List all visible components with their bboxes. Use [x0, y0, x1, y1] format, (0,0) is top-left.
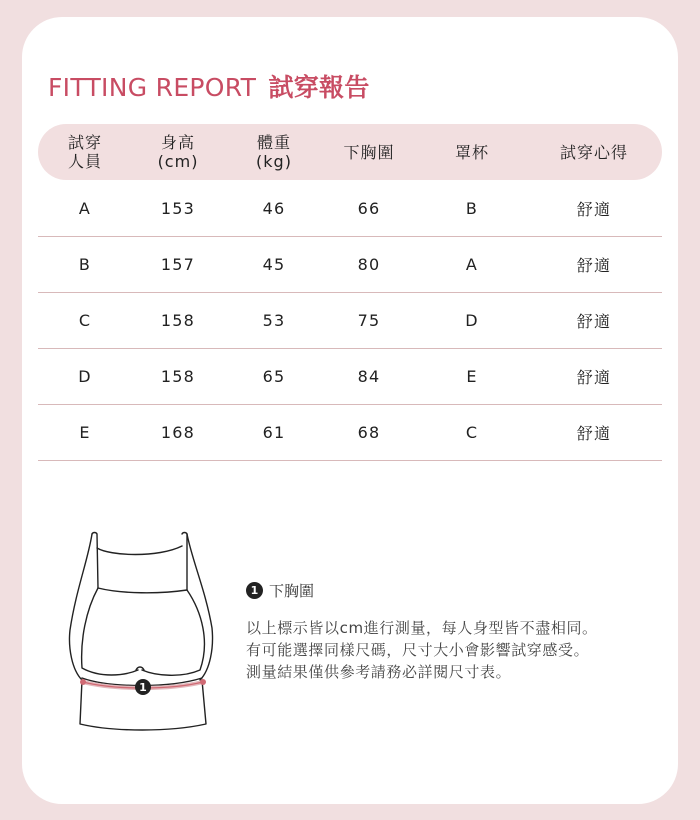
cell-tester: E — [79, 422, 91, 442]
cell-tester: B — [78, 254, 92, 274]
cell-height: 158 — [160, 310, 196, 330]
garment-diagram — [60, 520, 230, 740]
cell-weight: 65 — [262, 366, 286, 386]
table-row — [38, 180, 662, 237]
measure-label: 下胸圍 — [269, 582, 315, 600]
marker-badge: 1 — [246, 582, 263, 599]
cell-cup: B — [465, 198, 479, 218]
cell-tester: D — [78, 366, 92, 386]
table-row — [38, 348, 662, 405]
cell-weight: 61 — [262, 422, 286, 442]
inner-neckline — [97, 546, 182, 555]
cell-cup: A — [465, 254, 479, 274]
note-line: 以上標示皆以cm進行測量，每人身型皆不盡相同。 — [246, 619, 598, 637]
left-side-outline — [70, 534, 93, 680]
column-header-height: 身高 (cm) — [157, 133, 199, 171]
table-row — [38, 236, 662, 293]
cell-feedback: 舒適 — [576, 255, 612, 275]
cell-underbust: 66 — [357, 198, 381, 218]
cell-height: 153 — [160, 198, 196, 218]
right-side-outline — [187, 534, 213, 680]
notes — [246, 617, 598, 683]
cell-tester: A — [78, 198, 92, 218]
title-zh: 試穿報告 — [268, 73, 370, 102]
note-line: 有可能選擇同樣尺碼，尺寸大小會影響試穿感受。 — [246, 641, 590, 659]
column-header-cup: 罩杯 — [454, 142, 489, 162]
cell-height: 168 — [160, 422, 196, 442]
page-title — [48, 68, 370, 104]
measure-marker-label: 1 — [139, 681, 147, 694]
neckline — [98, 588, 187, 593]
left-strap — [92, 533, 98, 589]
right-cup — [142, 590, 204, 675]
measure-legend — [246, 580, 314, 601]
right-strap — [182, 533, 187, 591]
column-header-underbust: 下胸圍 — [343, 142, 395, 162]
column-header-tester: 試穿 人員 — [67, 133, 102, 171]
table-row — [38, 292, 662, 349]
cell-underbust: 68 — [357, 422, 381, 442]
column-header-feedback: 試穿心得 — [559, 142, 628, 162]
left-cup — [82, 588, 138, 675]
cell-cup: C — [465, 422, 479, 442]
cell-height: 158 — [160, 366, 196, 386]
cell-tester: C — [78, 310, 92, 330]
table-header — [38, 124, 662, 180]
cell-feedback: 舒適 — [576, 199, 612, 219]
cell-feedback: 舒適 — [576, 367, 612, 387]
cell-cup: E — [466, 366, 478, 386]
cell-feedback: 舒適 — [576, 311, 612, 331]
cell-weight: 46 — [262, 198, 286, 218]
cell-feedback: 舒適 — [576, 423, 612, 443]
cell-weight: 53 — [262, 310, 286, 330]
cell-weight: 45 — [262, 254, 286, 274]
table-row — [38, 404, 662, 461]
cell-underbust: 75 — [357, 310, 381, 330]
measure-point-right — [200, 679, 206, 685]
cell-cup: D — [465, 310, 479, 330]
measure-point-left — [80, 679, 86, 685]
column-header-weight: 體重 (kg) — [256, 133, 292, 171]
cell-underbust: 80 — [357, 254, 381, 274]
cell-height: 157 — [160, 254, 196, 274]
title-en: FITTING REPORT — [48, 73, 257, 102]
note-line: 測量結果僅供參考請務必詳閱尺寸表。 — [246, 663, 512, 681]
cell-underbust: 84 — [357, 366, 381, 386]
